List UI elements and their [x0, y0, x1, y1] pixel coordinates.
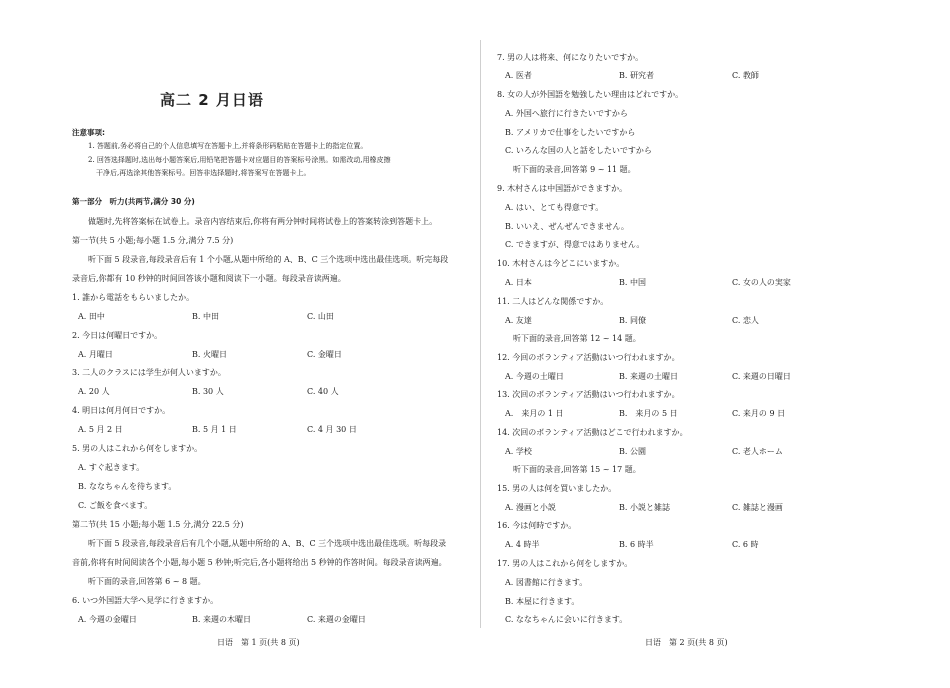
option-14c: C. 老人ホーム — [732, 447, 783, 456]
option-3b: B. 30 人 — [192, 387, 224, 396]
note-item: 2. 回答选择题时,选出每小题答案后,用铅笔把答题卡对应题目的答案标号涂黑。如需改动,用橡皮擦 — [88, 156, 391, 164]
question-6: 6. いつ外国語大学へ見学に行きますか。 — [72, 596, 219, 605]
question-9: 9. 木村さんは中国語ができますか。 — [497, 184, 628, 193]
option-13b: B. 来月の 5 日 — [619, 409, 678, 418]
note-item: 干净后,再选涂其他答案标号。回答非选择题时,将答案写在答题卡上。 — [96, 169, 311, 177]
option-7a: A. 医者 — [505, 71, 532, 80]
question-5: 5. 男の人はこれから何をしますか。 — [72, 444, 203, 453]
section1-instructions: 录音后,你都有 10 秒钟的时间回答该小题和阅读下一小题。每段录音读两遍。 — [72, 274, 346, 283]
question-17: 17. 男の人はこれから何をしますか。 — [497, 559, 633, 568]
option-10b: B. 中国 — [619, 278, 646, 287]
question-10: 10. 木村さんは今どこにいますか。 — [497, 259, 625, 268]
question-16: 16. 今は何時ですか。 — [497, 521, 577, 530]
section2-heading: 第二节(共 15 小题;每小题 1.5 分,满分 22.5 分) — [72, 520, 244, 529]
question-14: 14. 次回のボランティア活動はどこで行われますか。 — [497, 428, 688, 437]
option-6b: B. 来週の木曜日 — [192, 615, 251, 624]
option-16a: A. 4 時半 — [505, 540, 540, 549]
option-7c: C. 教師 — [732, 71, 759, 80]
option-1c: C. 山田 — [307, 312, 334, 321]
option-15b: B. 小説と雑誌 — [619, 503, 670, 512]
option-11c: C. 恋人 — [732, 316, 759, 325]
option-9c: C. できますが、得意ではありません。 — [505, 240, 645, 249]
option-11b: B. 同僚 — [619, 316, 646, 325]
section1-heading: 第一节(共 5 小题;每小题 1.5 分,满分 7.5 分) — [72, 236, 234, 245]
question-7: 7. 男の人は将来、何になりたいですか。 — [497, 53, 644, 62]
question-3: 3. 二人のクラスには学生が何人いますか。 — [72, 368, 226, 377]
listen-instruction: 听下面的录音,回答第 12 ~ 14 题。 — [513, 334, 641, 343]
page-title: 高二 2 月日语 — [160, 91, 264, 109]
option-16b: B. 6 時半 — [619, 540, 654, 549]
option-1b: B. 中田 — [192, 312, 219, 321]
option-12a: A. 今週の土曜日 — [505, 372, 564, 381]
option-16c: C. 6 時 — [732, 540, 759, 549]
part1-heading: 第一部分 听力(共两节,满分 30 分) — [72, 197, 195, 206]
option-11a: A. 友達 — [505, 316, 532, 325]
option-2b: B. 火曜日 — [192, 350, 227, 359]
question-11: 11. 二人はどんな関係ですか。 — [497, 297, 609, 306]
page-footer-left: 日语 第 1 页(共 8 页) — [217, 638, 300, 647]
option-13a: A. 来月の 1 日 — [505, 409, 564, 418]
listen-instruction: 听下面的录音,回答第 6 ~ 8 题。 — [88, 577, 206, 586]
option-6c: C. 来週の金曜日 — [307, 615, 366, 624]
option-5c: C. ご飯を食べます。 — [78, 501, 153, 510]
option-15a: A. 漫画と小説 — [505, 503, 556, 512]
option-7b: B. 研究者 — [619, 71, 654, 80]
note-item: 1. 答题前,务必将自己的个人信息填写在答题卡上,并将条形码粘贴在答题卡上的指定位置。 — [88, 142, 368, 150]
question-13: 13. 次回のボランティア活動はいつ行われますか。 — [497, 390, 680, 399]
section2-instructions: 音前,你将有时间阅读各个小题,每小题 5 秒钟;听完后,各小题将给出 5 秒钟的作答时间。每段录音读两遍。 — [72, 558, 447, 567]
option-17c: C. ななちゃんに会いに行きます。 — [505, 615, 628, 624]
option-8c: C. いろんな国の人と話をしたいですから — [505, 146, 652, 155]
option-5b: B. ななちゃんを待ちます。 — [78, 482, 177, 491]
option-8a: A. 外国へ旅行に行きたいですから — [505, 109, 628, 118]
option-10a: A. 日本 — [505, 278, 532, 287]
question-15: 15. 男の人は何を買いましたか。 — [497, 484, 617, 493]
option-3c: C. 40 人 — [307, 387, 339, 396]
option-8b: B. アメリカで仕事をしたいですから — [505, 128, 636, 137]
option-4a: A. 5 月 2 日 — [78, 425, 123, 434]
option-9b: B. いいえ、ぜんぜんできません。 — [505, 222, 629, 231]
listen-instruction: 听下面的录音,回答第 9 ~ 11 题。 — [513, 165, 636, 174]
option-5a: A. すぐ起きます。 — [78, 463, 145, 472]
option-17b: B. 本屋に行きます。 — [505, 597, 580, 606]
option-1a: A. 田中 — [78, 312, 105, 321]
option-14a: A. 学校 — [505, 447, 532, 456]
option-6a: A. 今週の金曜日 — [78, 615, 137, 624]
option-17a: A. 図書館に行きます。 — [505, 578, 588, 587]
option-2a: A. 月曜日 — [78, 350, 113, 359]
option-15c: C. 雑誌と漫画 — [732, 503, 783, 512]
option-4c: C. 4 月 30 日 — [307, 425, 357, 434]
section1-instructions: 听下面 5 段录音,每段录音后有 1 个小题,从题中所给的 A、B、C 三个选项中选出最佳选项。听完每段 — [88, 255, 449, 264]
option-4b: B. 5 月 1 日 — [192, 425, 237, 434]
option-3a: A. 20 人 — [78, 387, 110, 396]
page-footer-right: 日语 第 2 页(共 8 页) — [645, 638, 728, 647]
question-1: 1. 誰から電話をもらいましたか。 — [72, 293, 195, 302]
option-12b: B. 来週の土曜日 — [619, 372, 678, 381]
option-9a: A. はい、とても得意です。 — [505, 203, 604, 212]
question-2: 2. 今日は何曜日ですか。 — [72, 331, 163, 340]
section2-instructions: 听下面 5 段录音,每段录音后有几个小题,从题中所给的 A、B、C 三个选项中选出最佳选项。听每段录 — [88, 539, 447, 548]
question-12: 12. 今回のボランティア活動はいつ行われますか。 — [497, 353, 680, 362]
part1-intro: 做题时,先将答案标在试卷上。录音内容结束后,你将有两分钟时间将试卷上的答案转涂到答题卡上。 — [88, 217, 438, 226]
question-4: 4. 明日は何月何日ですか。 — [72, 406, 171, 415]
option-14b: B. 公園 — [619, 447, 646, 456]
question-8: 8. 女の人が外国語を勉強したい理由はどれですか。 — [497, 90, 684, 99]
option-2c: C. 金曜日 — [307, 350, 342, 359]
option-12c: C. 来週の日曜日 — [732, 372, 791, 381]
option-13c: C. 来月の 9 日 — [732, 409, 786, 418]
listen-instruction: 听下面的录音,回答第 15 ~ 17 题。 — [513, 465, 641, 474]
page-divider — [480, 40, 481, 628]
notes-heading: 注意事项: — [72, 128, 105, 137]
option-10c: C. 女の人の実家 — [732, 278, 791, 287]
